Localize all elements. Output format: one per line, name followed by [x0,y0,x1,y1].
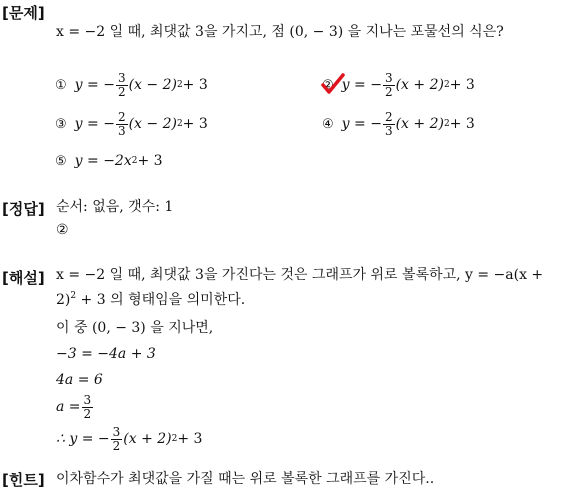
option-tail: + 3 [182,77,208,93]
option-number: ① [55,77,67,93]
equation-1: −3 = −4a + 3 [56,346,156,362]
answer-choice: ② [56,222,69,238]
option-lhs: y = −2x [74,153,132,169]
fraction [116,72,128,99]
problem-tag: [문제] [2,4,45,22]
exponent: 2 [70,291,77,301]
explanation-line-2 [56,291,245,309]
option-number: ③ [55,116,67,132]
explanation-line-1: x = −2 일 때, 최댓값 3을 가진다는 것은 그래프가 위로 볼록하고, y = −a(x + [56,267,544,283]
option-body: (x + 2) [395,77,444,93]
option-body: (x − 2) [128,116,177,132]
option-tail: + 3 [449,116,475,132]
denominator: 3 [384,123,393,138]
option-5[interactable]: ⑤ y = −2x 2 + 3 [55,153,163,169]
fraction [111,426,123,453]
option-number: ② [322,77,334,93]
option-3[interactable]: ③ y = − $\frac{2}{3}$ (x − 2) 2 + 3 [55,109,208,138]
denominator: 2 [112,438,121,453]
equation-2: 4a = 6 [56,372,103,388]
option-2[interactable]: ② y = − $\frac{3}{2}$ (x + 2) 2 + 3 [322,70,475,99]
option-1[interactable]: ① y = − $\frac{3}{2}$ (x − 2) 2 + 3 [55,70,208,99]
numerator: 2 [384,109,393,124]
option-lhs: y = − [74,77,115,93]
answer-tag: [정답] [2,200,45,218]
fraction [383,72,395,99]
denominator: 2 [83,406,92,421]
expr-part: + 3 의 형태임을 의미한다. [76,292,246,308]
fraction [82,394,94,421]
numerator: 3 [117,70,126,85]
fraction [116,111,128,138]
numerator: 3 [83,392,92,407]
numerator: 3 [112,424,121,439]
fraction [383,111,395,138]
expr-part: + 3 [177,431,203,447]
numerator: 3 [384,70,393,85]
denominator: 2 [384,84,393,99]
expr-part: 2) [56,292,71,308]
expr-part: (x + 2) [123,431,172,447]
expr-part: a = [56,399,81,415]
problem-text: x = −2 일 때, 최댓값 3을 가지고, 점 (0, − 3) 을 지나는 포물선의 식은? [56,24,504,40]
option-number: ④ [322,116,334,132]
option-number: ⑤ [55,153,67,169]
explanation-line-3: 이 중 (0, − 3) 을 지나면, [56,320,214,336]
option-body: (x + 2) [395,116,444,132]
denominator: 3 [117,123,126,138]
equation-4: ∴ y = − $\frac{3}{2}$ (x + 2) 2 + 3 [56,424,203,453]
option-tail: + 3 [137,153,163,169]
answer-order-count: 순서: 없음, 갯수: 1 [56,199,174,215]
option-lhs: y = − [341,77,382,93]
option-4[interactable]: ④ y = − $\frac{2}{3}$ (x + 2) 2 + 3 [322,109,475,138]
option-lhs: y = − [74,116,115,132]
option-body: (x − 2) [128,77,177,93]
hint-tag: [힌트] [2,471,45,489]
hint-text: 이차함수가 최댓값을 가질 때는 위로 볼록한 그래프를 가진다.. [56,471,435,487]
denominator: 2 [117,84,126,99]
equation-3 [56,389,94,425]
explanation-tag: [해설] [2,269,45,287]
numerator: 2 [117,109,126,124]
check-mark-icon [321,73,345,95]
option-tail: + 3 [182,116,208,132]
option-tail: + 3 [449,77,475,93]
option-lhs: y = − [341,116,382,132]
expr-part: ∴ y = − [56,431,110,447]
